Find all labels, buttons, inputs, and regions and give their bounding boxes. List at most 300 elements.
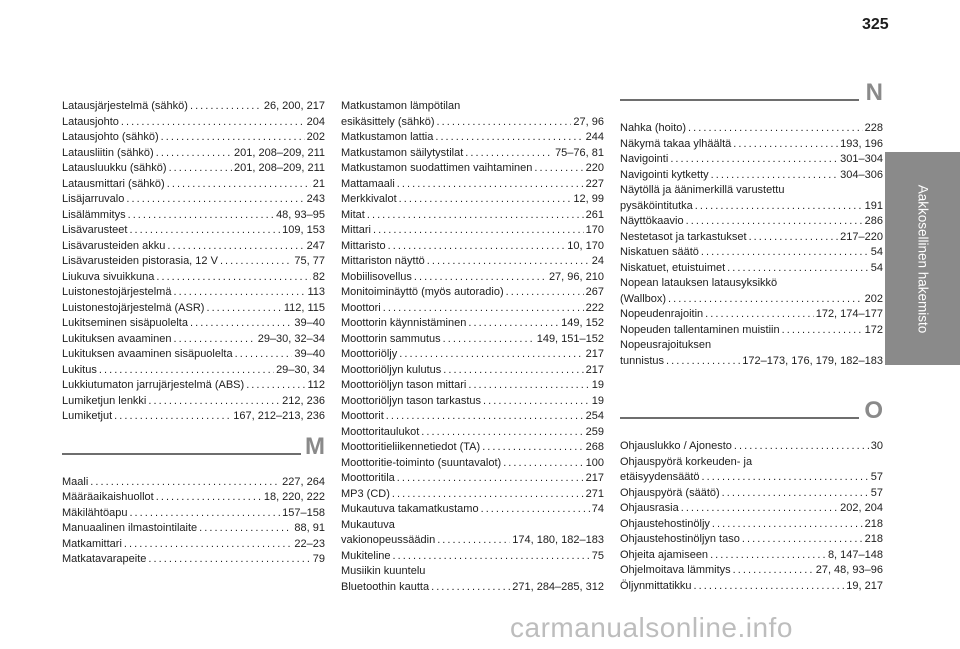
dot-leader: [443, 363, 583, 379]
entry-pages: 27, 48, 93–96: [815, 564, 883, 576]
entry-term: vakionopeussäädin: [341, 534, 436, 546]
entry-pages: 217: [585, 472, 604, 484]
entry-term: Lisäjarruvalo: [62, 193, 125, 205]
entry-term: Lisälämmitys: [62, 208, 126, 221]
entry-pages: 271, 284–285, 312: [512, 580, 604, 593]
entry-term: Lukituksen avaaminen sisäpuolelta: [62, 348, 233, 360]
section-header-m: [62, 432, 325, 469]
dot-leader: [431, 580, 510, 596]
entry-pages: 30: [870, 440, 883, 452]
index-entry: [341, 440, 604, 456]
entry-term: Lumiketjun lenkki: [62, 394, 147, 407]
dot-leader: [681, 501, 838, 517]
index-entry: [620, 548, 883, 564]
index-entry: [62, 409, 325, 425]
index-entry: [62, 490, 325, 506]
entry-term: Nopeuden tallentaminen muistiin: [620, 323, 780, 336]
entry-term: Matkatavarapeite: [62, 553, 147, 565]
entry-pages: 218: [864, 517, 883, 530]
index-entry: [341, 285, 604, 301]
entry-pages: 57: [870, 486, 883, 499]
entry-pages: 218: [864, 533, 883, 545]
entry-pages: 286: [864, 215, 883, 227]
entry-pages: 259: [585, 425, 604, 438]
entry-term: Lisävarusteiden akku: [62, 239, 166, 252]
index-entry-line: Nopeusrajoituksen: [620, 339, 712, 351]
index-entry: [620, 230, 883, 246]
index-entry: [62, 552, 325, 568]
entry-pages: 170: [585, 224, 604, 236]
dot-leader: [695, 199, 863, 215]
entry-term: Lukitseminen sisäpuolelta: [62, 317, 188, 329]
entry-term: Mattamaali: [341, 177, 395, 190]
index-entry: [620, 214, 883, 230]
entry-pages: 29–30, 34: [276, 363, 325, 376]
entry-pages: 191: [864, 199, 883, 212]
dot-leader: [734, 439, 869, 455]
index-entry: [62, 208, 325, 224]
entry-pages: 222: [585, 301, 604, 314]
entry-pages: 149, 152: [561, 317, 604, 329]
entry-term: Navigointi: [620, 153, 669, 165]
entry-term: Nopeudenrajoitin: [620, 308, 704, 320]
entry-pages: 75–76, 81: [555, 146, 604, 159]
entry-pages: 39–40: [294, 348, 325, 360]
index-entry: [620, 168, 883, 184]
entry-term: Lumiketjut: [62, 410, 113, 422]
entry-pages: 18, 220, 222: [263, 491, 325, 503]
dot-leader: [712, 517, 863, 533]
index-entry: [341, 580, 604, 596]
dot-leader: [121, 115, 305, 131]
index-entry-line: Ohjauspyörä korkeuden- ja: [620, 455, 753, 468]
entry-term: Määräaikaishuollot: [62, 491, 154, 503]
index-entry: [341, 177, 604, 193]
entry-term: Mitat: [341, 208, 365, 221]
entry-term: Latausmittari (sähkö): [62, 177, 165, 190]
dot-leader: [443, 332, 535, 348]
entry-term: Latausjohto: [62, 115, 119, 128]
entry-term: Matkustamon suodattimen vaihtaminen: [341, 162, 533, 174]
dot-leader: [90, 475, 280, 491]
index-entry: [341, 115, 604, 131]
dot-leader: [386, 409, 584, 425]
entry-pages: 227: [585, 177, 604, 190]
dot-leader: [169, 161, 232, 177]
entry-pages: 79: [312, 553, 325, 565]
dot-leader: [199, 521, 292, 537]
dot-leader: [126, 192, 304, 208]
entry-pages: 254: [585, 410, 604, 422]
index-entry: [62, 161, 325, 177]
entries-l: [62, 99, 325, 425]
index-entry: [62, 239, 325, 255]
entry-term: Moottori: [341, 301, 381, 314]
watermark: carmanualsonline.info: [510, 612, 793, 643]
dot-leader: [235, 347, 293, 363]
dot-leader: [414, 270, 547, 286]
entry-pages: 217: [585, 348, 604, 360]
index-entry: [62, 475, 325, 491]
entry-pages: 202: [306, 131, 325, 143]
dot-leader: [156, 146, 232, 162]
section-header-o: [620, 397, 883, 433]
entry-term: Lukitus: [62, 363, 97, 376]
entries-o: [620, 439, 883, 594]
index-entry: [620, 307, 883, 323]
dot-leader: [686, 214, 863, 230]
index-column-1: [62, 99, 325, 568]
entry-pages: 29–30, 32–34: [257, 332, 325, 345]
entry-pages: 167, 212–213, 236: [233, 410, 325, 422]
entry-term: Ohjaustehostinöljyn taso: [620, 533, 740, 545]
dot-leader: [99, 363, 274, 379]
dot-leader: [666, 354, 740, 370]
dot-leader: [129, 506, 280, 522]
entry-term: Liukuva sivuikkuna: [62, 270, 155, 283]
dot-leader: [705, 307, 814, 323]
index-entry: [341, 223, 604, 239]
section-rule: [620, 99, 859, 101]
index-entry: [341, 394, 604, 410]
dot-leader: [742, 532, 863, 548]
index-entry: [62, 521, 325, 537]
dot-leader: [711, 168, 839, 184]
dot-leader: [367, 208, 584, 224]
dot-leader: [114, 409, 231, 425]
entry-pages: 220: [585, 162, 604, 174]
index-entry: [341, 533, 604, 549]
dot-leader: [383, 301, 584, 317]
index-entry: [62, 506, 325, 522]
dot-leader: [722, 486, 869, 502]
index-entry: [341, 502, 604, 518]
entry-pages: 217: [585, 363, 604, 376]
index-entry: [62, 316, 325, 332]
dot-leader: [393, 549, 590, 565]
entry-pages: 19, 217: [846, 579, 883, 592]
entry-pages: 75, 77: [294, 255, 325, 267]
entry-term: Luistonestojärjestelmä: [62, 286, 172, 298]
entry-pages: 247: [306, 239, 325, 252]
entry-pages: 217–220: [840, 230, 883, 243]
entry-term: Ohjelmoitava lämmitys: [620, 564, 731, 576]
entry-pages: 54: [870, 261, 883, 274]
entry-term: Latausluukku (sähkö): [62, 162, 167, 174]
side-tab: [885, 152, 960, 365]
entries-m-continued: [341, 99, 604, 595]
index-entry: [341, 363, 604, 379]
entry-term: Näyttökaavio: [620, 215, 684, 227]
entry-pages: 174, 180, 182–183: [512, 534, 604, 546]
dot-leader: [421, 425, 583, 441]
entry-pages: 109, 153: [282, 224, 325, 236]
index-entry: [62, 285, 325, 301]
entry-term: Moottoritila: [341, 472, 395, 484]
entry-term: Lisävarusteet: [62, 224, 128, 236]
index-entry: [620, 439, 883, 455]
index-entry: [620, 121, 883, 137]
entry-pages: 88, 91: [294, 522, 325, 534]
entry-pages: 26, 200, 217: [263, 100, 325, 112]
dot-leader: [206, 301, 281, 317]
entry-pages: 10, 170: [567, 239, 604, 252]
entry-pages: 157–158: [282, 506, 325, 519]
dot-leader: [694, 579, 845, 595]
entry-pages: 39–40: [294, 317, 325, 329]
entry-term: Latausliitin (sähkö): [62, 146, 154, 159]
entry-term: pysäköintitutka: [620, 199, 693, 212]
index-entry: [341, 425, 604, 441]
entry-term: Luistonestojärjestelmä (ASR): [62, 301, 205, 314]
entry-pages: 243: [306, 193, 325, 205]
entry-pages: 22–23: [294, 537, 325, 550]
entry-term: Manuaalinen ilmastointilaite: [62, 522, 198, 534]
section-letter-o: O: [864, 397, 883, 424]
index-entry: [341, 347, 604, 363]
entry-term: Lukituksen avaaminen: [62, 332, 172, 345]
index-entry: [620, 470, 883, 486]
index-entry: [341, 378, 604, 394]
page-number: 325: [862, 16, 889, 33]
dot-leader: [733, 137, 838, 153]
dot-leader: [220, 254, 292, 270]
entry-term: (Wallbox): [620, 292, 667, 305]
index-entry: [620, 323, 883, 339]
index-entry: [62, 332, 325, 348]
entry-pages: 8, 147–148: [827, 548, 883, 561]
index-entry: [341, 301, 604, 317]
dot-leader: [156, 270, 310, 286]
dot-leader: [465, 146, 553, 162]
index-entry: [620, 354, 883, 370]
entry-pages: 54: [870, 246, 883, 258]
entry-term: Ohjausrasia: [620, 502, 679, 514]
entry-pages: 112, 115: [283, 301, 325, 314]
entry-pages: 19: [591, 379, 604, 391]
dot-leader: [688, 121, 863, 137]
dot-leader: [124, 537, 293, 553]
index-entry: [620, 501, 883, 517]
dot-leader: [727, 261, 869, 277]
index-entry: [341, 487, 604, 503]
dot-leader: [148, 394, 280, 410]
index-entry: [341, 316, 604, 332]
index-entry: [62, 301, 325, 317]
index-entry: [620, 579, 883, 595]
dot-leader: [397, 177, 584, 193]
entry-pages: 48, 93–95: [276, 208, 325, 221]
side-tab-label: Aakkosellinen hakemisto: [915, 184, 930, 333]
dot-leader: [167, 177, 311, 193]
index-entry-line: Näytöllä ja äänimerkillä varustettu: [620, 184, 785, 196]
entry-term: Matkustamon säilytystilat: [341, 146, 464, 159]
dot-leader: [668, 292, 863, 308]
entry-term: Mukiteline: [341, 549, 391, 562]
dot-leader: [782, 323, 863, 339]
entry-pages: 27, 96, 210: [548, 270, 604, 283]
entry-pages: 228: [864, 122, 883, 134]
index-entry-line: Mukautuva: [341, 518, 395, 531]
entry-term: Monitoiminäyttö (myös autoradio): [341, 286, 504, 298]
index-column-2: [341, 99, 604, 595]
entry-term: Matkamittari: [62, 537, 122, 550]
entry-pages: 27, 96: [573, 115, 604, 128]
index-entry: [62, 363, 325, 379]
entry-term: etäisyydensäätö: [620, 471, 700, 483]
index-entry-line: Nopean latauksen latausyksikkö: [620, 277, 778, 289]
entry-pages: 202, 204: [840, 502, 883, 514]
dot-leader: [670, 152, 838, 168]
entry-term: MP3 (CD): [341, 487, 390, 500]
entry-term: Moottoritieliikennetiedot (TA): [341, 441, 481, 453]
dot-leader: [702, 470, 869, 486]
index-entry: [62, 347, 325, 363]
index-entry: [341, 471, 604, 487]
entry-pages: 201, 208–209, 211: [234, 162, 325, 174]
index-entry-line: Matkustamon lämpötilan: [341, 100, 461, 112]
index-entry: [341, 208, 604, 224]
entries-m: [62, 475, 325, 568]
index-entry: [341, 192, 604, 208]
index-entry: [341, 456, 604, 472]
index-entry: [620, 261, 883, 277]
index-entry: [341, 254, 604, 270]
entry-term: Mittari: [341, 224, 371, 236]
index-entry: [620, 532, 883, 548]
index-entry: [62, 99, 325, 115]
entry-pages: 112: [307, 379, 325, 391]
entry-term: esikäsittely (sähkö): [341, 115, 435, 128]
entry-pages: 271: [585, 487, 604, 500]
entry-term: Moottoritaulukot: [341, 425, 420, 438]
index-entry: [341, 332, 604, 348]
entry-pages: 113: [307, 286, 325, 298]
dot-leader: [156, 490, 262, 506]
index-entry: [620, 486, 883, 502]
entry-term: Navigointi kytketty: [620, 168, 709, 181]
entry-term: Moottoriöljy: [341, 348, 398, 360]
dot-leader: [392, 487, 584, 503]
dot-leader: [534, 161, 583, 177]
dot-leader: [506, 285, 584, 301]
dot-leader: [161, 130, 305, 146]
index-entry: [62, 394, 325, 410]
index-entry: [341, 270, 604, 286]
entry-pages: 57: [870, 471, 883, 483]
entry-pages: 12, 99: [573, 193, 604, 205]
entry-term: Lisävarusteiden pistorasia, 12 V: [62, 255, 218, 267]
dot-leader: [710, 548, 826, 564]
entry-term: Merkkivalot: [341, 193, 397, 205]
index-entry: [62, 177, 325, 193]
dot-leader: [427, 254, 590, 270]
entry-term: Moottorit: [341, 410, 384, 422]
entry-term: tunnistus: [620, 354, 665, 367]
index-entry: [620, 517, 883, 533]
index-entry: [620, 563, 883, 579]
index-entry: [62, 270, 325, 286]
entry-term: Mittaristo: [341, 239, 386, 252]
dot-leader: [399, 192, 572, 208]
dot-leader: [173, 285, 305, 301]
dot-leader: [246, 378, 305, 394]
entry-pages: 301–304: [840, 153, 883, 165]
index-entry-line: Musiikin kuuntelu: [341, 565, 426, 577]
entry-term: Latausjärjestelmä (sähkö): [62, 100, 188, 112]
entry-pages: 261: [585, 208, 604, 221]
index-entry: [620, 245, 883, 261]
index-entry: [341, 549, 604, 565]
entry-pages: 244: [585, 131, 604, 143]
index-entry: [341, 161, 604, 177]
entry-term: Nahka (hoito): [620, 122, 687, 134]
entry-term: Ohjaustehostinöljy: [620, 517, 710, 530]
index-entry: [62, 130, 325, 146]
index-entry: [62, 192, 325, 208]
entry-term: Moottorin käynnistäminen: [341, 317, 467, 329]
entry-term: Moottoriöljyn tason tarkastus: [341, 394, 482, 407]
entry-term: Moottoritie-toiminto (suuntavalot): [341, 456, 502, 469]
index-entry: [62, 146, 325, 162]
entry-term: Ohjauspyörä (säätö): [620, 486, 720, 499]
index-entry: [341, 239, 604, 255]
entry-pages: 172, 174–177: [815, 308, 883, 320]
dot-leader: [173, 332, 255, 348]
entry-term: Mukautuva takamatkustamo: [341, 503, 479, 515]
entry-pages: 74: [591, 503, 604, 515]
entry-term: Niskatuen säätö: [620, 246, 699, 258]
entry-term: Niskatuet, etuistuimet: [620, 261, 726, 274]
entry-term: Moottorin sammutus: [341, 332, 441, 345]
entry-pages: 193, 196: [840, 137, 883, 150]
entry-pages: 82: [312, 270, 325, 283]
dot-leader: [190, 99, 262, 115]
entry-term: Mittariston näyttö: [341, 255, 425, 267]
dot-leader: [397, 471, 584, 487]
dot-leader: [148, 552, 310, 568]
section-letter-n: N: [865, 79, 883, 106]
entry-term: Näkymä takaa ylhäältä: [620, 137, 732, 150]
dot-leader: [468, 316, 559, 332]
section-rule: [62, 453, 301, 455]
index-entry: [620, 199, 883, 215]
index-entry: [620, 152, 883, 168]
entry-term: Öljynmittatikku: [620, 579, 692, 592]
entry-pages: 149, 151–152: [536, 332, 604, 345]
entries-n: [620, 121, 883, 369]
entry-term: Bluetoothin kautta: [341, 580, 430, 593]
dot-leader: [435, 130, 583, 146]
dot-leader: [483, 394, 590, 410]
dot-leader: [167, 239, 304, 255]
dot-leader: [128, 208, 274, 224]
entry-pages: 304–306: [840, 168, 883, 181]
index-entry: [620, 137, 883, 153]
entry-term: Matkustamon lattia: [341, 131, 434, 143]
entry-term: Moottoriöljyn tason mittari: [341, 379, 467, 391]
dot-leader: [190, 316, 292, 332]
index-entry: [341, 146, 604, 162]
entry-term: Mäkilähtöapu: [62, 506, 128, 519]
dot-leader: [481, 502, 590, 518]
entry-term: Maali: [62, 475, 89, 488]
index-entry: [341, 130, 604, 146]
dot-leader: [482, 440, 583, 456]
entry-pages: 202: [864, 292, 883, 305]
entry-term: Moottoriöljyn kulutus: [341, 363, 442, 376]
entry-pages: 201, 208–209, 211: [234, 146, 325, 159]
